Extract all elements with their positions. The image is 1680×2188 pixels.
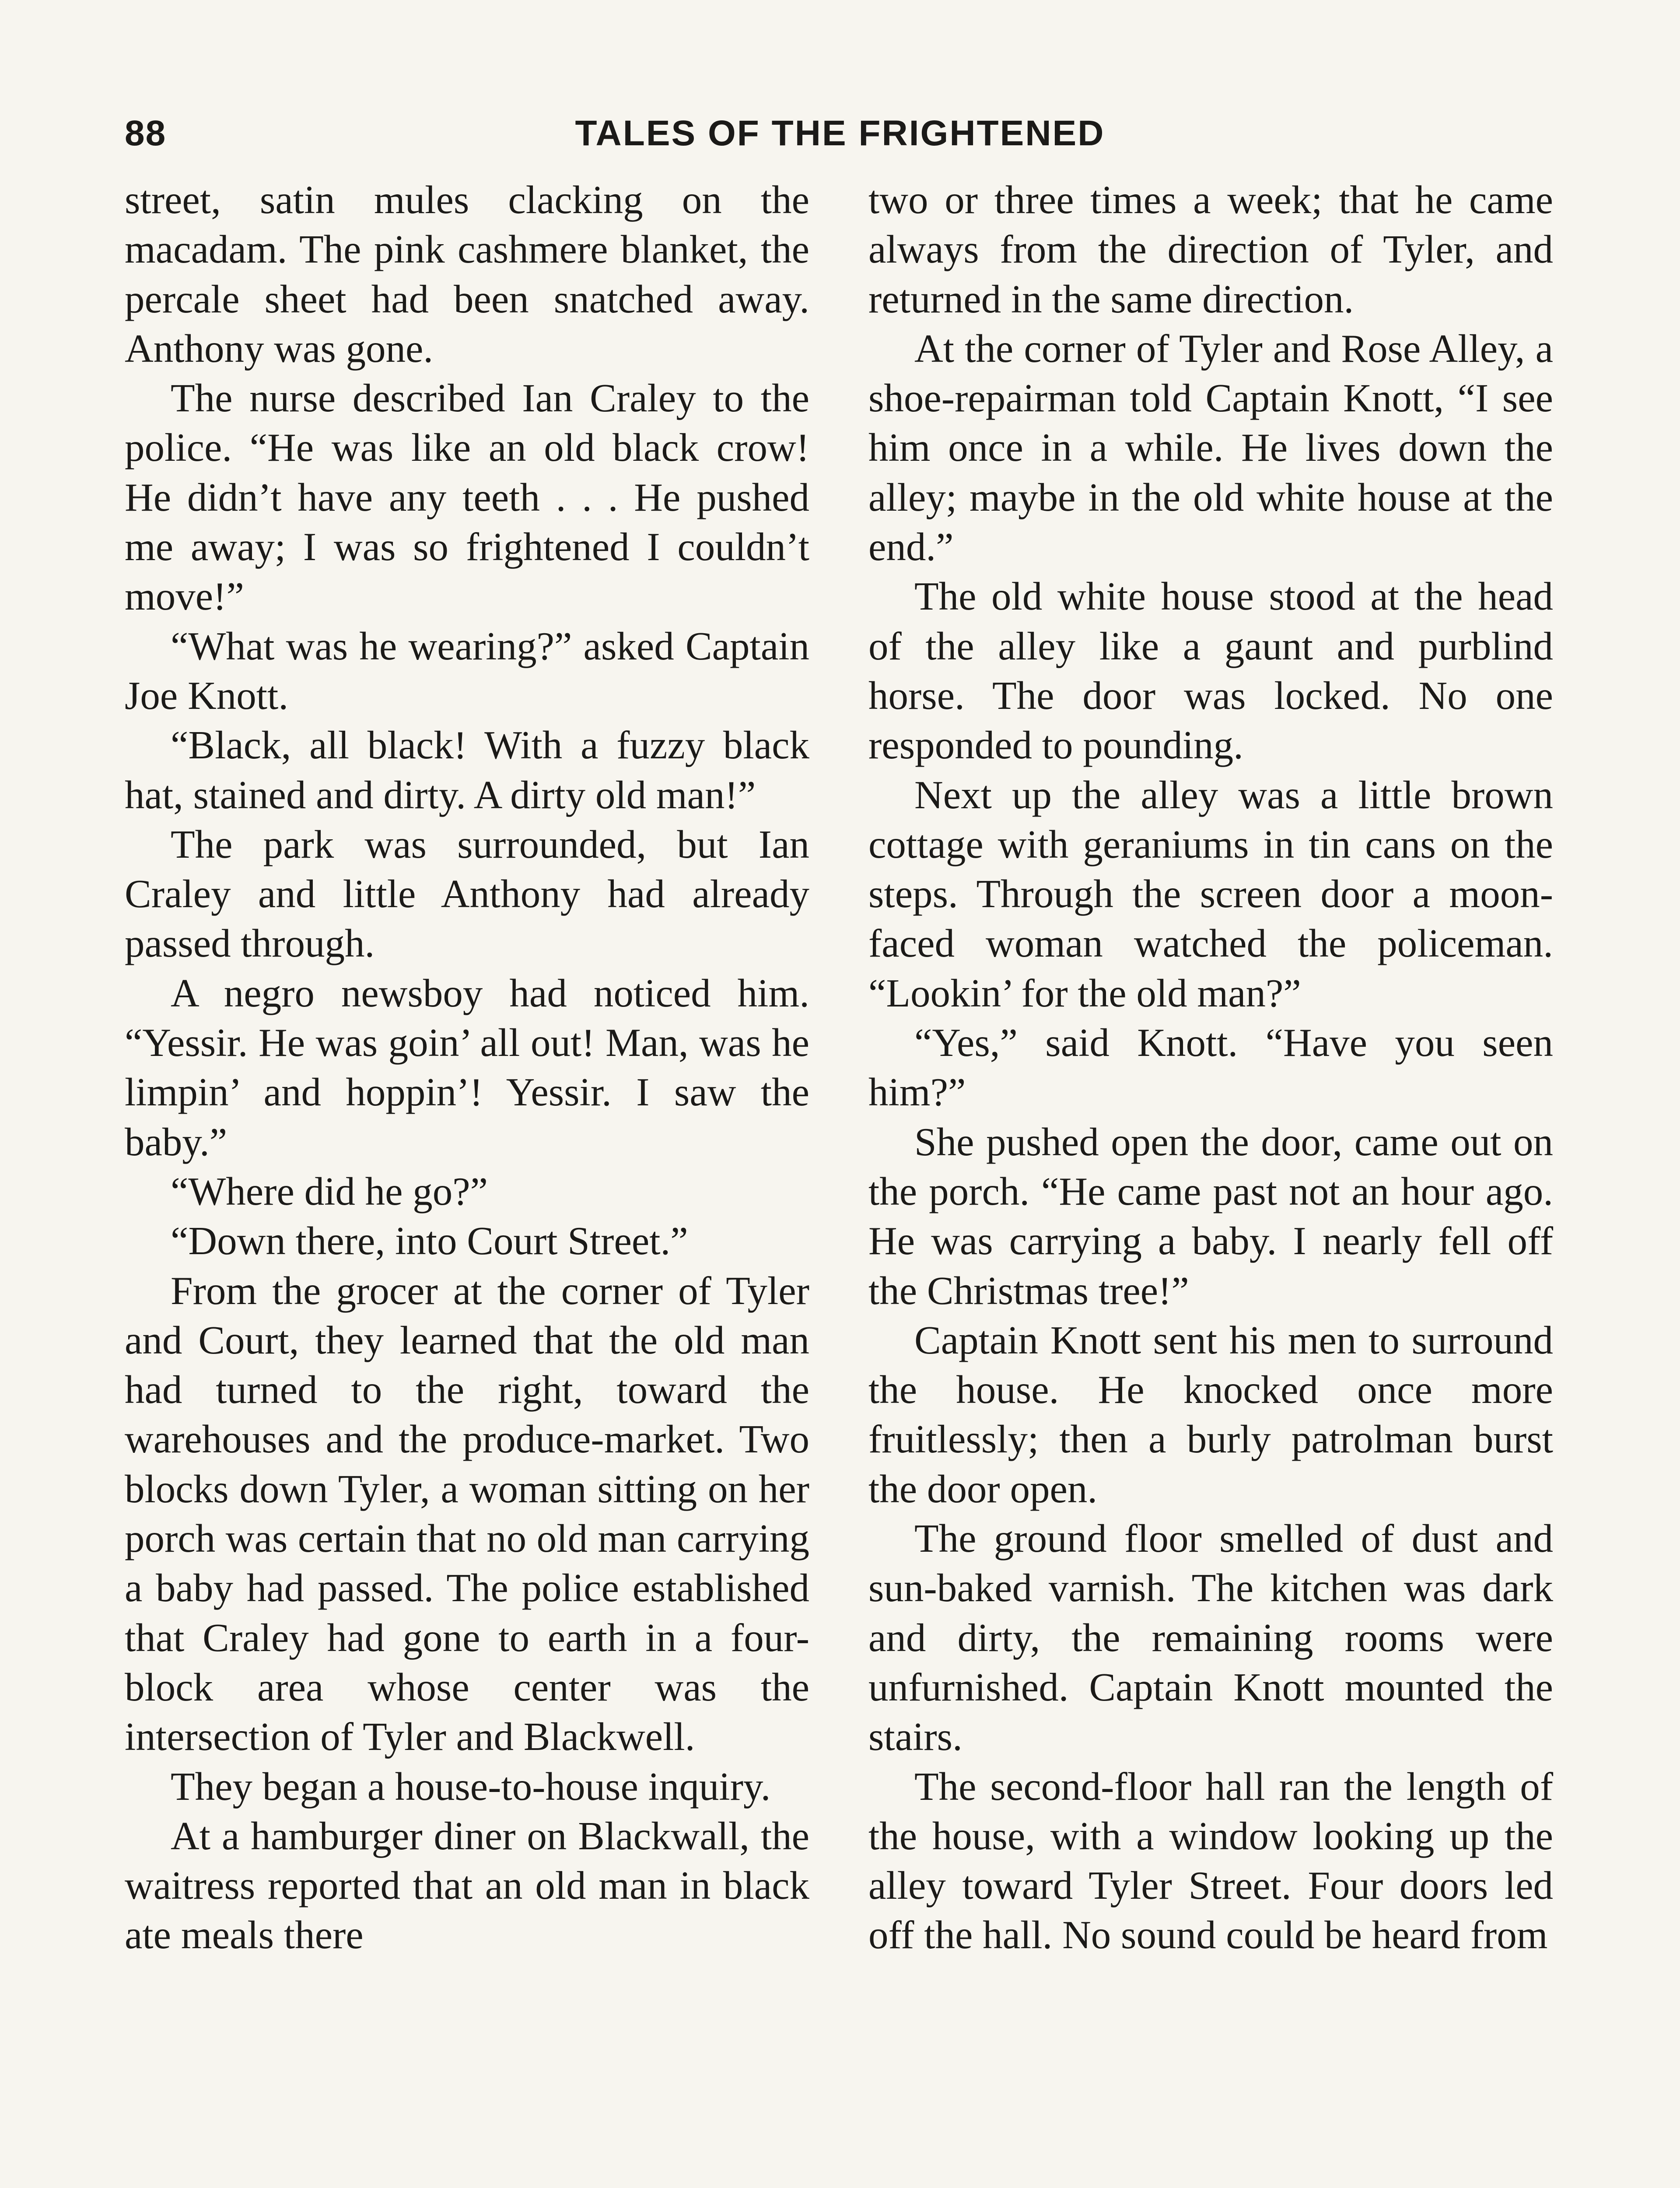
paragraph: She pushed open the door, came out on the porch. “He came past not an hour ago. He was carrying a baby. I nearly fell off the Christmas tree!”	[868, 1119, 1553, 1313]
page-number: 88	[125, 113, 167, 153]
paragraph: The ground floor smelled of dust and sun-baked varnish. The kitchen was dark and dirty, the remaining rooms were unfurnished. Captain Knott mounted the stairs.	[868, 1516, 1553, 1759]
paragraph: Next up the alley was a little brown cottage with geraniums in tin cans on the steps. Through the screen door a moon-faced woman watched the policeman. “Lookin’ for the old man?”	[868, 772, 1553, 1015]
paragraph: The nurse described Ian Craley to the police. “He was like an old black crow! He didn’t have any teeth . . . He pushed me away; I was so frightened I couldn’t move!”	[125, 376, 809, 619]
paragraph: At a hamburger diner on Blackwall, the waitress reported that an old man in black ate meals there	[125, 1813, 809, 1957]
paragraph: “What was he wearing?” asked Captain Joe Knott.	[125, 624, 809, 718]
paragraph: The park was surrounded, but Ian Craley and little Anthony had already passed through.	[125, 822, 809, 966]
paragraph: street, satin mules clacking on the macadam. The pink cashmere blanket, the percale sheet had been snatched away. Anthony was gone.	[125, 178, 809, 371]
left-text-column	[125, 175, 809, 1960]
paragraph: At the corner of Tyler and Rose Alley, a shoe-repairman told Captain Knott, “I see him once in a while. He lives down the alley; maybe in the old white house at the end.”	[868, 326, 1553, 569]
right-text-column	[868, 175, 1553, 1960]
paragraph: Captain Knott sent his men to surround the house. He knocked once more fruitlessly; then a burly patrolman burst the door open.	[868, 1318, 1553, 1511]
paragraph: They began a house-to-house inquiry.	[171, 1764, 771, 1809]
paragraph: “Black, all black! With a fuzzy black hat, stained and dirty. A dirty old man!”	[125, 723, 809, 817]
running-title: TALES OF THE FRIGHTENED	[575, 113, 1105, 153]
paragraph: “Yes,” said Knott. “Have you seen him?”	[868, 1020, 1553, 1115]
paragraph: From the grocer at the corner of Tyler and Court, they learned that the old man had turned to the right, toward the warehouses and the produce-market. Two blocks down Tyler, a woman sitting on her porch was certain that no old man carrying a baby had passed. The police established that Craley had gone to earth in a four-block area whose center was the intersection of Tyler and Blackwell.	[125, 1268, 809, 1759]
paragraph: “Where did he go?”	[171, 1169, 488, 1213]
paragraph: two or three times a week; that he came always from the direction of Tyler, and returned in the same direction.	[868, 178, 1553, 321]
paragraph: A negro newsboy had noticed him. “Yessir. He was goin’ all out! Man, was he limpin’ and hoppin’! Yessir. I saw the baby.”	[125, 971, 809, 1164]
paragraph: “Down there, into Court Street.”	[171, 1219, 688, 1263]
page-header	[125, 112, 1555, 160]
paragraph: The old white house stood at the head of the alley like a gaunt and purblind horse. The door was locked. No one responded to pounding.	[868, 574, 1553, 768]
paragraph: The second-floor hall ran the length of the house, with a window looking up the alley toward Tyler Street. Four doors led off the hall. No sound could be heard from	[868, 1764, 1553, 1957]
